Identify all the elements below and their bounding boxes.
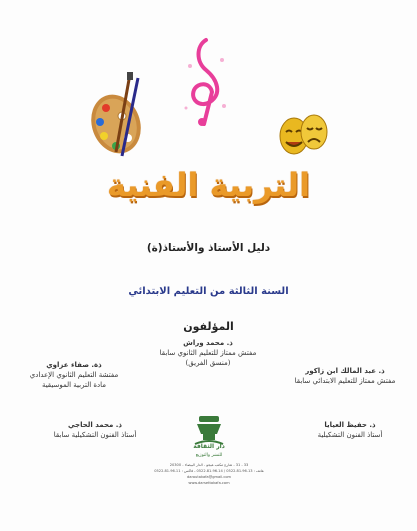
author-card bbox=[14, 360, 134, 390]
author-note: (منسق الفريق) bbox=[185, 359, 231, 367]
author-role: أستاذ الفنون التشكيلية bbox=[317, 431, 383, 439]
author-role: مفتشة التعليم الثانوي الإعدادي bbox=[29, 371, 119, 379]
book-title: التربية الفنية bbox=[106, 166, 311, 204]
author-role: مفتش ممتاز للتعليم الابتدائي سابقا bbox=[294, 377, 396, 385]
publisher-email: daroutakafa@gmail.com bbox=[186, 475, 232, 479]
author-card bbox=[285, 366, 405, 386]
theatre-masks-icon bbox=[276, 110, 330, 160]
school-level: السنة الثالثة من التعليم الابتدائي bbox=[128, 286, 289, 297]
author-name: ذ. محمد الحاجي bbox=[67, 421, 123, 429]
publisher-address: 33 ، 31 ، شارع مكتب هيجو - الدار البيضاء - 20300 bbox=[169, 463, 249, 467]
author-name: ذ. محمد وراش bbox=[183, 339, 233, 347]
author-card bbox=[300, 420, 400, 440]
author-name: ذة. صفاء عزاوي bbox=[46, 361, 102, 369]
paint-palette-icon bbox=[86, 72, 148, 162]
author-card bbox=[50, 420, 140, 440]
author-card bbox=[138, 338, 278, 368]
publisher-name: دار الثقافة bbox=[193, 443, 225, 450]
author-role: أستاذ الفنون التشكيلية سابقا bbox=[53, 431, 137, 439]
author-name: ذ. حفيظ العيايا bbox=[324, 421, 376, 429]
author-subject: مادة التربية الموسيقية bbox=[41, 381, 107, 389]
publisher-phone: هاتف : 0522.81.96.13 / 0522.81.96.14 ـ فاكس : 0522.81.96.11 bbox=[154, 469, 264, 473]
treble-clef-icon bbox=[178, 36, 234, 128]
author-name: ذ. عبد المالك ابن زاكور bbox=[305, 367, 385, 375]
author-role: مفتش ممتاز للتعليم الثانوي سابقا bbox=[159, 349, 257, 357]
publisher-tagline: للنشر والتوزيع bbox=[195, 453, 223, 458]
authors-heading: المؤلفون bbox=[183, 320, 234, 333]
publisher-website: www.darsettakafa.com bbox=[188, 481, 230, 485]
book-subtitle: دليل الأستاذ والأستاذ(ة) bbox=[146, 242, 271, 254]
